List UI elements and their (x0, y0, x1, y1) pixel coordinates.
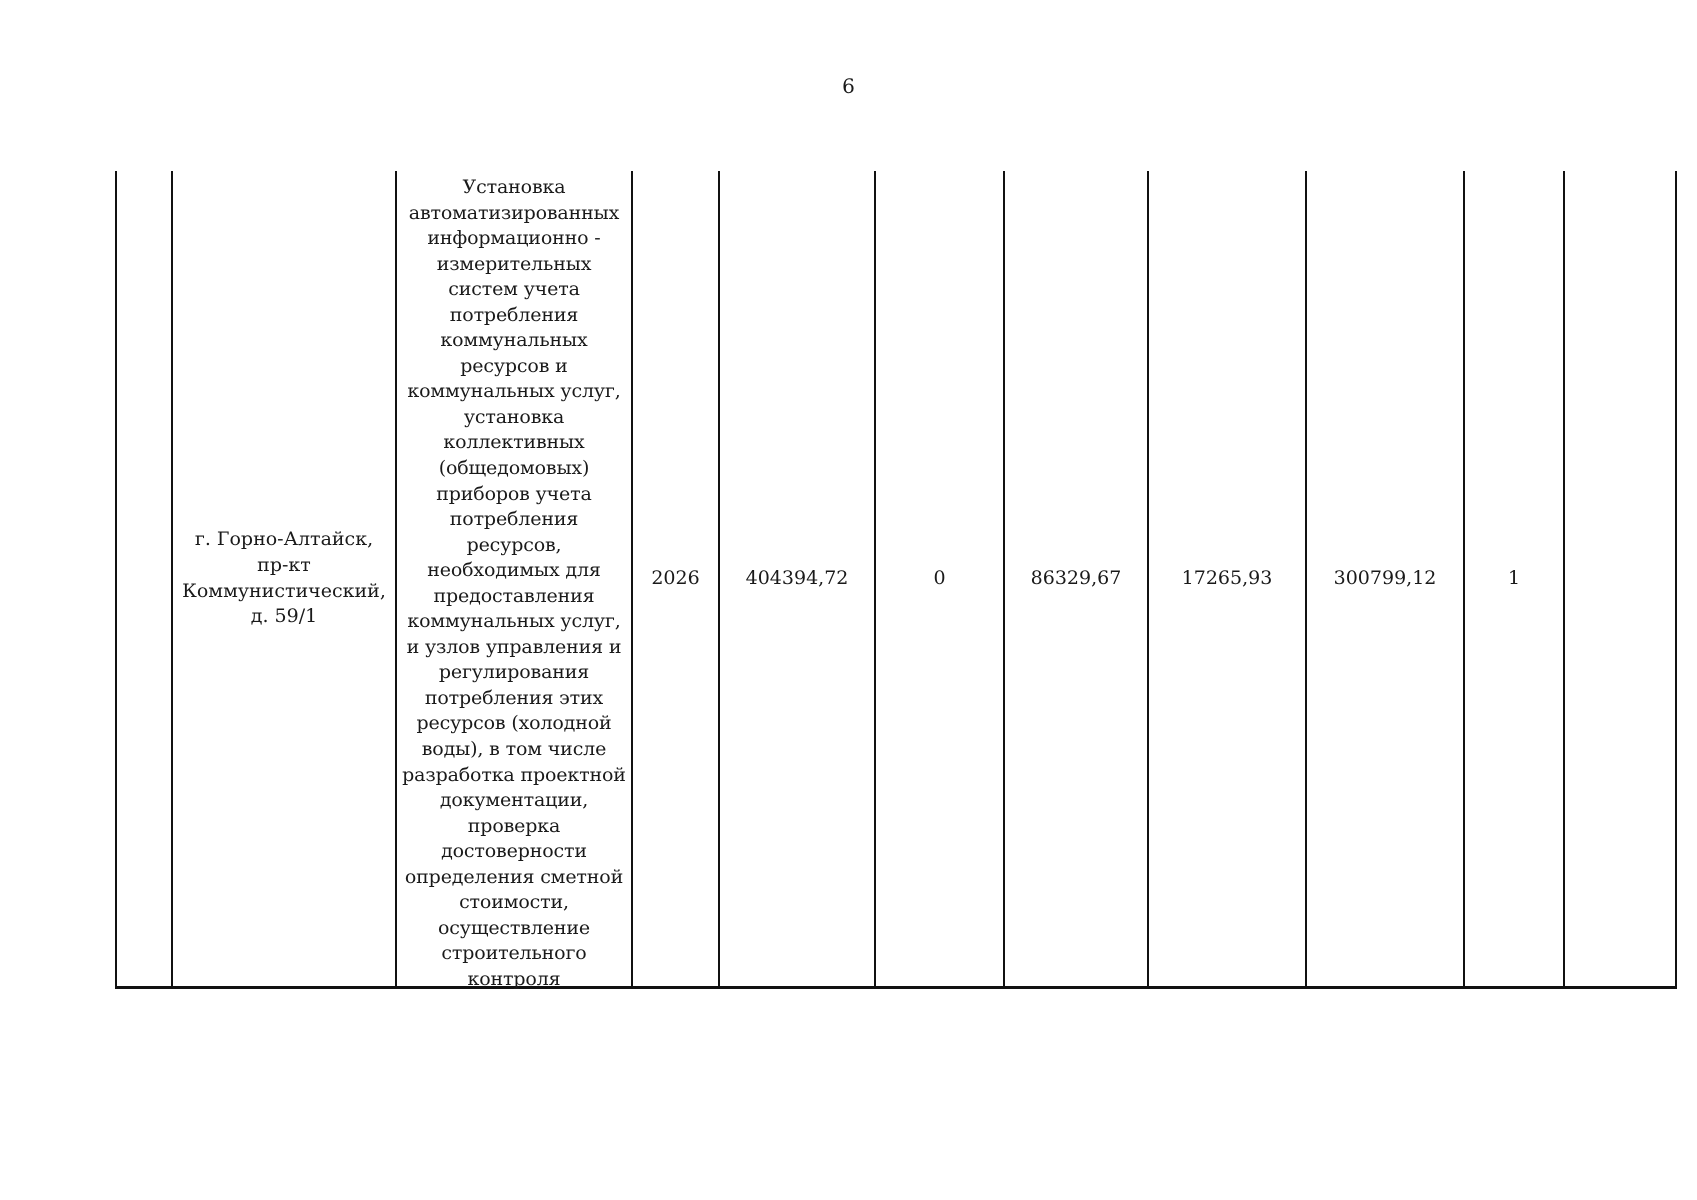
page-number: 6 (842, 74, 855, 98)
address-text: г. Горно-Алтайск, пр-кт Коммунистический, д. 59/1 (182, 528, 386, 628)
row-number-cell (117, 171, 171, 986)
cost-cell: 86329,67 (1030, 566, 1122, 589)
work-description-cell (397, 171, 631, 990)
cost-cell: 17265,93 (1181, 566, 1273, 589)
total-cost-cell: 404394,72 (745, 566, 849, 589)
quantity-cell: 1 (1507, 566, 1521, 589)
table-fragment (115, 171, 1677, 989)
address-cell (173, 171, 395, 986)
last-cell (1565, 171, 1675, 986)
work-description-text: Установка автоматизированных информационно - измерительных систем учета потребления коммунальных ресурсов и коммунальных услуг, установка коллективных (общедомовых) приборов учета потребления ресурсов, необходимых для предоставления коммунальных услуг, и узлов управления и регулирования потребления этих ресурсов (холодной воды), в том числе разработка проектной документации, проверка достоверности определения сметной стоимости, осуществление строительного контроля (402, 176, 626, 990)
table-border-right (1675, 171, 1677, 989)
year-cell: 2026 (651, 566, 700, 589)
cost-cell: 0 (933, 566, 946, 589)
cost-cell: 300799,12 (1333, 566, 1437, 589)
